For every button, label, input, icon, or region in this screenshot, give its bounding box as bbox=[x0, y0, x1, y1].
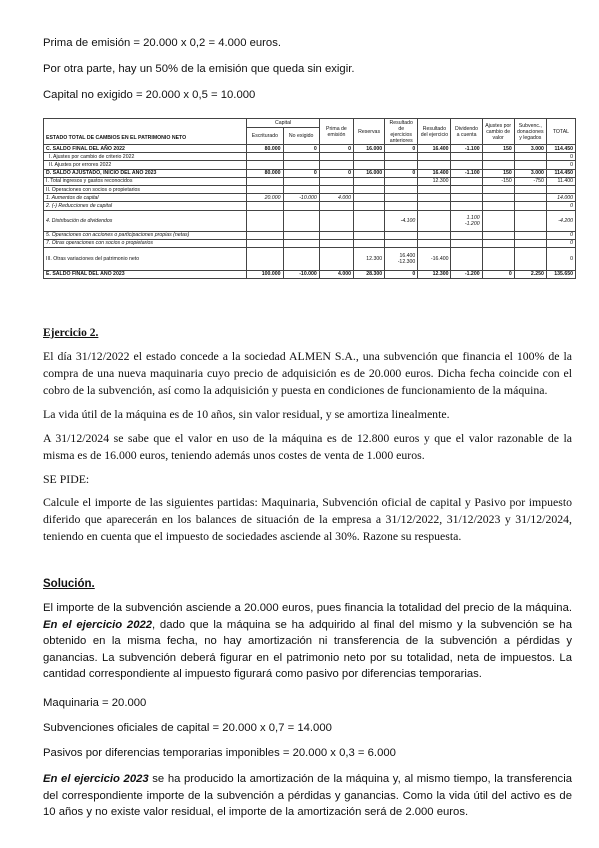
table-cell bbox=[514, 247, 546, 270]
table-cell bbox=[247, 177, 283, 185]
header-resultado-anteriores: Resultado de ejercicios anteriores bbox=[385, 119, 418, 145]
table-cell bbox=[514, 161, 546, 169]
table-cell: 0 bbox=[319, 169, 353, 177]
ejercicio-paragraph-4: Calcule el importe de las siguientes partidas: Maquinaria, Subvención oficial de capital y Pasivo por impuesto diferido que aparecerán en los balances de situación de la empresa a 31/12/2022, 31/12/2023 y 31/12/2024, teniendo en cuenta que el impuesto de sociedades asciende al 30%. Razone su respuesta. bbox=[43, 495, 572, 543]
table-row bbox=[44, 210, 576, 231]
table-cell: 3.000 bbox=[514, 169, 546, 177]
table-cell bbox=[319, 177, 353, 185]
table-cell: 20.000 bbox=[247, 194, 283, 202]
table-cell-line: -1.200 bbox=[464, 220, 480, 227]
table-cell: 12.300 bbox=[418, 270, 451, 278]
table-cell bbox=[247, 247, 283, 270]
table-cell bbox=[418, 202, 451, 210]
table-cell bbox=[451, 231, 482, 239]
table-cell: -1.100 bbox=[451, 145, 482, 153]
table-row bbox=[44, 270, 576, 278]
table-cell bbox=[385, 185, 418, 193]
table-cell bbox=[451, 194, 482, 202]
table-cell bbox=[283, 239, 319, 247]
table-cell: -10.000 bbox=[283, 270, 319, 278]
table-cell bbox=[482, 161, 514, 169]
table-cell: 0 bbox=[546, 153, 575, 161]
table-cell bbox=[247, 239, 283, 247]
solucion-paragraph-1: El importe de la subvención asciende a 20.000 euros, pues financia la totalidad del precio de la máquina. En el ejercicio 2022, dado que la máquina se ha adquirido al final del mismo y la subvención se ha obtenido en la misma fecha, no hay amortización ni transferencia de la subvención a pérdidas y ganancias. La subvención deberá figurar en el patrimonio neto por su totalidad, neta de impuestos. La cantidad correspondiente al impuesto figurará como pasivo por diferencias temporarias. bbox=[43, 602, 572, 681]
table-cell bbox=[385, 153, 418, 161]
table-cell bbox=[354, 185, 385, 193]
table-row bbox=[44, 194, 576, 202]
table-row bbox=[44, 161, 576, 169]
row-label: III. Otras variaciones del patrimonio neto bbox=[44, 247, 247, 270]
solucion-maquinaria: Maquinaria = 20.000 bbox=[43, 697, 147, 709]
table-cell: -150 bbox=[482, 177, 514, 185]
intro-capital: Capital no exigido = 20.000 x 0,5 = 10.000 bbox=[43, 89, 256, 101]
table-cell bbox=[451, 202, 482, 210]
table-cell bbox=[354, 161, 385, 169]
table-cell bbox=[418, 185, 451, 193]
table-cell bbox=[247, 202, 283, 210]
header-no-exigido: No exigido bbox=[283, 127, 319, 144]
table-cell bbox=[451, 185, 482, 193]
table-cell: -1.100 bbox=[451, 169, 482, 177]
table-row bbox=[44, 202, 576, 210]
table-cell: 114.450 bbox=[546, 145, 575, 153]
solucion-paragraph-2: En el ejercicio 2023 se ha producido la amortización de la máquina y, al mismo tiempo, la transferencia del correspondiente importe de la subvención a pérdidas y ganancias. Como la vida útil del activo es de 10 años y no existe valor residual, el importe de la amortización será de 2.000 euros. bbox=[43, 773, 572, 819]
table-cell bbox=[283, 247, 319, 270]
table-cell: 11.400 bbox=[546, 177, 575, 185]
table-cell bbox=[354, 231, 385, 239]
header-ajustes: Ajustes por cambio de valor bbox=[482, 119, 514, 145]
table-cell: 0 bbox=[546, 247, 575, 270]
table-cell bbox=[514, 231, 546, 239]
row-label: C. SALDO FINAL DEL AÑO 2022 bbox=[44, 145, 247, 153]
header-total: TOTAL bbox=[546, 119, 575, 145]
table-cell bbox=[247, 161, 283, 169]
table-cell bbox=[451, 239, 482, 247]
table-cell: 80.000 bbox=[247, 169, 283, 177]
ejercicio-paragraph-3: A 31/12/2024 se sabe que el valor en uso de la máquina es de 12.800 euros y que el valor razonable de la misma es de 16.000 euros, teniendo además unos costes de venta de 1.000 euros. bbox=[43, 431, 572, 462]
table-cell bbox=[482, 247, 514, 270]
solucion-pasivos: Pasivos por diferencias temporarias imponibles = 20.000 x 0,3 = 6.000 bbox=[43, 747, 396, 759]
row-label: II. Operaciones con socios o propietarios bbox=[44, 185, 247, 193]
table-row bbox=[44, 153, 576, 161]
table-cell: -4.200 bbox=[546, 210, 575, 231]
se-pide: SE PIDE: bbox=[43, 472, 90, 486]
table-cell: 150 bbox=[482, 169, 514, 177]
table-cell: 114.450 bbox=[546, 169, 575, 177]
table-cell bbox=[418, 231, 451, 239]
table-cell bbox=[482, 194, 514, 202]
table-cell bbox=[418, 194, 451, 202]
header-dividendo: Dividendo a cuenta bbox=[451, 119, 482, 145]
table-cell bbox=[418, 239, 451, 247]
table-cell: 0 bbox=[482, 270, 514, 278]
table-cell-line: 1.100 bbox=[466, 214, 480, 221]
table-cell: -750 bbox=[514, 177, 546, 185]
table-cell bbox=[247, 185, 283, 193]
row-label: 7. Otras operaciones con socios o propietarios bbox=[44, 239, 247, 247]
table-cell: 4.000 bbox=[319, 270, 353, 278]
table-cell: 100.000 bbox=[247, 270, 283, 278]
table-cell bbox=[546, 185, 575, 193]
ejercicio-heading: Ejercicio 2. bbox=[43, 327, 99, 339]
table-cell: 80.000 bbox=[247, 145, 283, 153]
table-cell bbox=[451, 177, 482, 185]
ejercicio-paragraph-1: El día 31/12/2022 el estado concede a la sociedad ALMEN S.A., una subvención que financia el 100% de la compra de una nueva maquinaria cuyo precio de adquisición es de 20.000 euros. Dicha fecha coincide con el cobro de la subvención, así como la adquisición y puesta en condiciones de funcionamiento de la máquina. bbox=[43, 349, 572, 397]
table-cell: 16.400 bbox=[418, 145, 451, 153]
header-subvenciones: Subvenc., donaciones y legados bbox=[514, 119, 546, 145]
table-cell bbox=[385, 202, 418, 210]
table-cell: 28.300 bbox=[354, 270, 385, 278]
header-reservas: Reservas bbox=[354, 119, 385, 145]
table-cell bbox=[354, 194, 385, 202]
table-cell bbox=[283, 161, 319, 169]
row-label: 2. (-) Reducciones de capital bbox=[44, 202, 247, 210]
table-cell-line: -12.300 bbox=[397, 258, 416, 265]
table-cell bbox=[514, 194, 546, 202]
table-cell bbox=[283, 185, 319, 193]
table-cell: 4.000 bbox=[319, 194, 353, 202]
table-cell: 0 bbox=[319, 145, 353, 153]
table-cell: 0 bbox=[385, 270, 418, 278]
table-row bbox=[44, 247, 576, 270]
table-cell: 16.400 bbox=[418, 169, 451, 177]
row-label: E. SALDO FINAL DEL AÑO 2023 bbox=[44, 270, 247, 278]
table-cell bbox=[247, 210, 283, 231]
table-cell bbox=[247, 231, 283, 239]
row-label: I. Total ingresos y gastos reconocidos bbox=[44, 177, 247, 185]
table-row bbox=[44, 239, 576, 247]
ejercicio-paragraph-2: La vida útil de la máquina es de 10 años, sin valor residual, y se amortiza linealmente. bbox=[43, 407, 450, 421]
table-cell bbox=[283, 177, 319, 185]
table-cell: 0 bbox=[546, 231, 575, 239]
table-cell bbox=[319, 247, 353, 270]
table-cell bbox=[319, 231, 353, 239]
table-cell: 2.250 bbox=[514, 270, 546, 278]
table-cell bbox=[514, 239, 546, 247]
table-cell: 3.000 bbox=[514, 145, 546, 153]
row-label: D. SALDO AJUSTADO, INICIO DEL AÑO 2023 bbox=[44, 169, 247, 177]
header-escriturado: Escriturado bbox=[247, 127, 283, 144]
table-cell bbox=[283, 231, 319, 239]
table-cell bbox=[482, 210, 514, 231]
header-prima: Prima de emisión bbox=[319, 119, 353, 145]
table-cell bbox=[514, 202, 546, 210]
table-cell: 0 bbox=[283, 145, 319, 153]
table-cell bbox=[354, 210, 385, 231]
row-label: 4. Distribución de dividendos bbox=[44, 210, 247, 231]
table-cell bbox=[514, 210, 546, 231]
table-cell-line: 16.400 bbox=[399, 252, 416, 259]
table-cell bbox=[451, 210, 482, 231]
table-row bbox=[44, 185, 576, 193]
table-cell bbox=[385, 247, 418, 270]
table-row bbox=[44, 177, 576, 185]
intro-prima: Prima de emisión = 20.000 x 0,2 = 4.000 euros. bbox=[43, 37, 282, 49]
table-cell: 135.650 bbox=[546, 270, 575, 278]
table-cell bbox=[319, 161, 353, 169]
table-cell bbox=[482, 185, 514, 193]
table-row bbox=[44, 169, 576, 177]
table-cell bbox=[319, 202, 353, 210]
table-cell bbox=[247, 153, 283, 161]
table-cell bbox=[451, 161, 482, 169]
table-cell bbox=[514, 185, 546, 193]
table-cell bbox=[354, 202, 385, 210]
table-cell: 0 bbox=[546, 239, 575, 247]
table-cell bbox=[482, 153, 514, 161]
table-cell bbox=[319, 153, 353, 161]
table-row bbox=[44, 231, 576, 239]
equity-changes-table bbox=[43, 118, 576, 279]
table-cell: 0 bbox=[283, 169, 319, 177]
table-cell bbox=[418, 161, 451, 169]
solucion-subvenciones: Subvenciones oficiales de capital = 20.000 x 0,7 = 14.000 bbox=[43, 722, 332, 734]
table-cell bbox=[451, 247, 482, 270]
table-cell: 16.000 bbox=[354, 145, 385, 153]
table-cell bbox=[283, 210, 319, 231]
table-cell bbox=[385, 194, 418, 202]
table-cell bbox=[385, 239, 418, 247]
row-label: I. Ajustes por cambio de criterio 2022 bbox=[44, 153, 247, 161]
table-cell bbox=[283, 202, 319, 210]
table-cell bbox=[385, 177, 418, 185]
table-cell bbox=[385, 161, 418, 169]
header-capital-group: Capital bbox=[247, 119, 320, 128]
table-cell: 12.300 bbox=[418, 177, 451, 185]
header-resultado-ejercicio: Resultado del ejercicio bbox=[418, 119, 451, 145]
row-label: 1. Aumentos de capital bbox=[44, 194, 247, 202]
table-cell bbox=[418, 153, 451, 161]
table-cell: -16.400 bbox=[418, 247, 451, 270]
table-cell bbox=[418, 210, 451, 231]
table-cell: -1.200 bbox=[451, 270, 482, 278]
table-cell bbox=[354, 177, 385, 185]
table-cell: 0 bbox=[385, 145, 418, 153]
table-cell: 0 bbox=[546, 161, 575, 169]
table-cell bbox=[283, 153, 319, 161]
table-cell: 14.000 bbox=[546, 194, 575, 202]
table-row bbox=[44, 145, 576, 153]
table-cell bbox=[451, 153, 482, 161]
table-cell: 0 bbox=[546, 202, 575, 210]
table-cell bbox=[319, 210, 353, 231]
table-cell bbox=[385, 231, 418, 239]
table-cell bbox=[482, 239, 514, 247]
table-cell bbox=[514, 153, 546, 161]
table-cell: 12.300 bbox=[354, 247, 385, 270]
row-label: II. Ajustes por errores 2022 bbox=[44, 161, 247, 169]
table-title: ESTADO TOTAL DE CAMBIOS EN EL PATRIMONIO NETO bbox=[44, 119, 247, 145]
table-cell bbox=[482, 202, 514, 210]
table-cell bbox=[319, 239, 353, 247]
table-cell: -4.100 bbox=[385, 210, 418, 231]
intro-otra: Por otra parte, hay un 50% de la emisión que queda sin exigir. bbox=[43, 63, 355, 75]
table-cell: -10.000 bbox=[283, 194, 319, 202]
table-cell: 150 bbox=[482, 145, 514, 153]
table-cell bbox=[482, 231, 514, 239]
table-cell: 16.000 bbox=[354, 169, 385, 177]
row-label: 5. Operaciones con acciones o participaciones propias (netas) bbox=[44, 231, 247, 239]
table-cell bbox=[354, 153, 385, 161]
table-cell bbox=[319, 185, 353, 193]
table-cell bbox=[354, 239, 385, 247]
table-cell: 0 bbox=[385, 169, 418, 177]
solucion-heading: Solución. bbox=[43, 578, 95, 590]
